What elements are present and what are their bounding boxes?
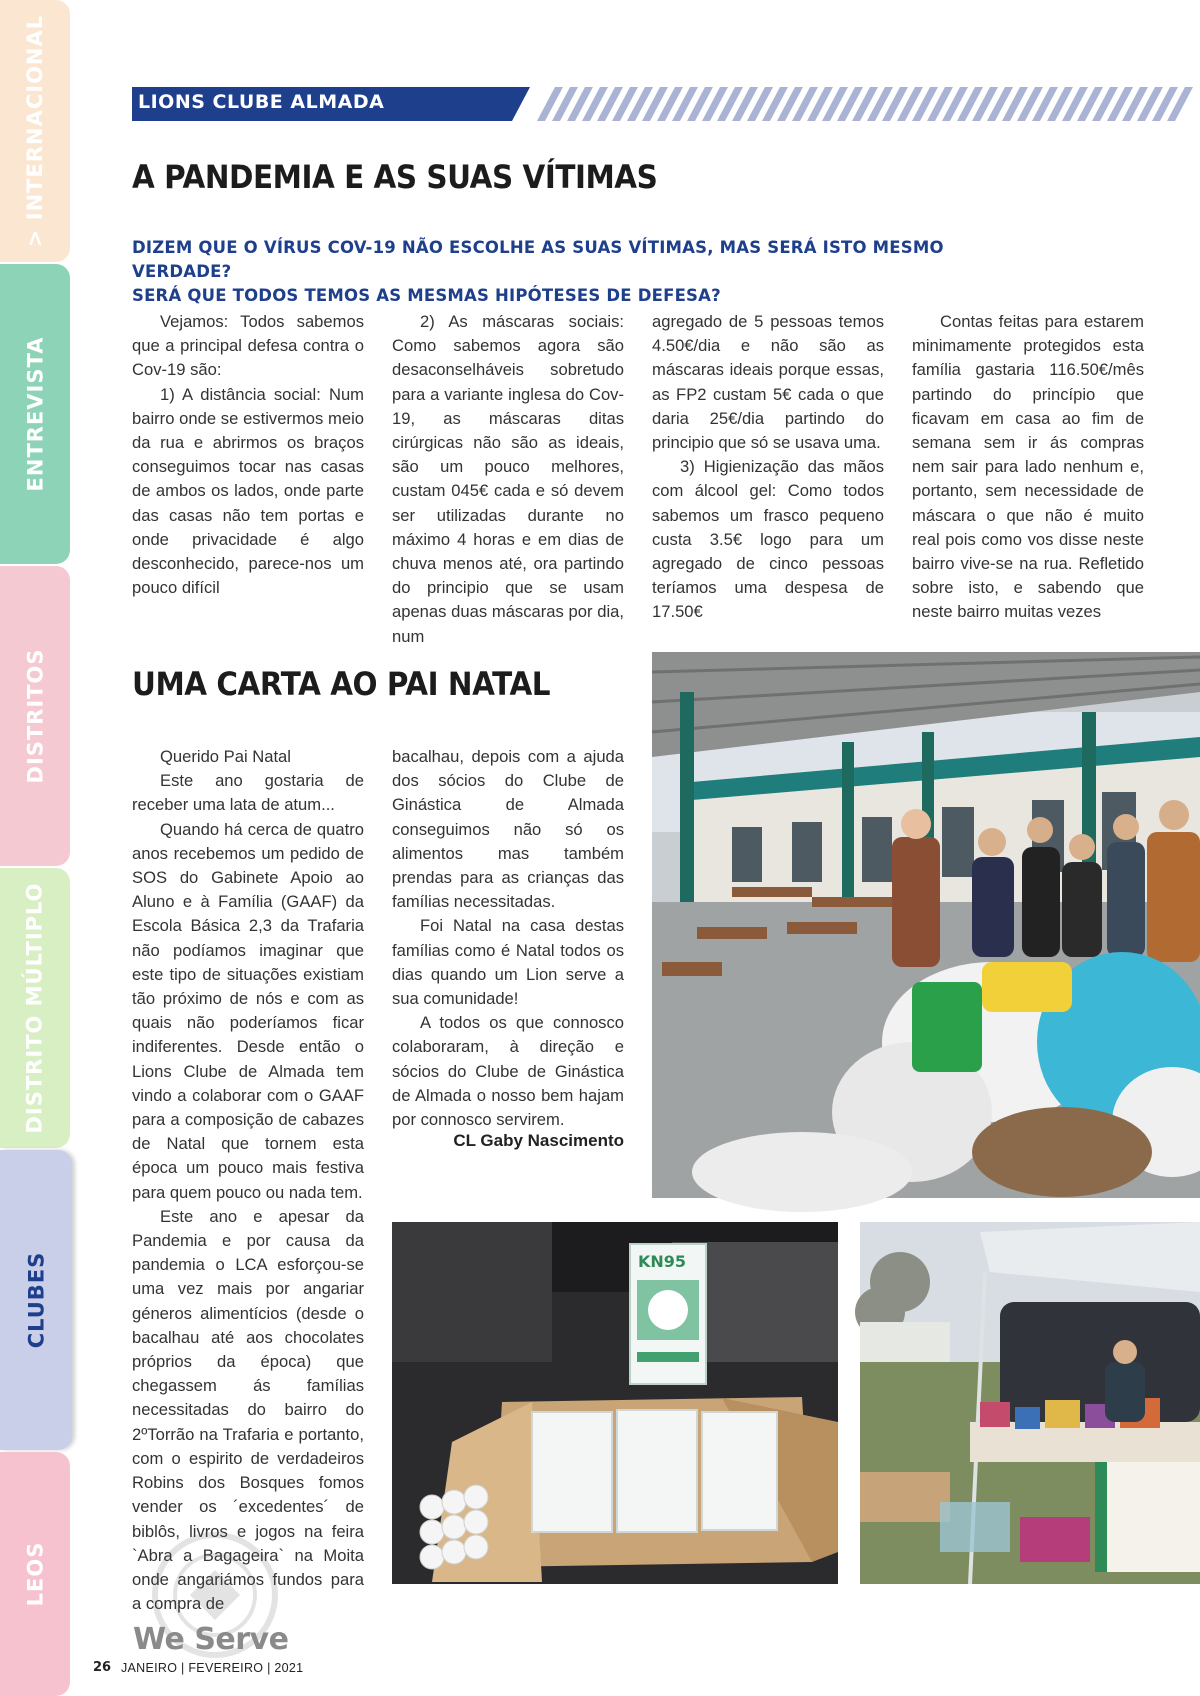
article1-column-4 (912, 310, 1144, 622)
article2-col1-p4: Este ano e apesar da Pandemia e por causa da pandemia o LCA esforçou-se uma vez mais por angariar géneros alimentícios (desde o bacalhau até aos chocolates próprios da época) que chegassem ás famílias necessitadas do bairro do 2ºTorrão na Trafaria e portanto, com o espirito de verdadeiros Robins dos Bosques fomos vender os ´excedentes´ de biblôs, livros e jogos na feira `Abra a Bagageira` na Moita onde angariámos fundos para a compra de (132, 1206, 364, 1614)
article2-signature: CL Gaby Nascimento (453, 1131, 624, 1150)
article1-col4-p1: Contas feitas para estarem minimamente protegidos esta família gastaria 116.50€/mês partindo do princípio que ficavam em casa ao fim de semana sem ir ás compras nem sair para lado nenhum e, portanto, sem necessidade de máscara o que não é muito real pois como vos disse neste bairro vive-se na rua. Refletido sobre isto, e sabendo que neste bairro muitas vezes (912, 312, 1144, 622)
article1-col3-p1: agregado de 5 pessoas temos 4.50€/dia e não são as máscaras ideais porque essas, as FP2 custam 5€ cada o que daria 25€/dia partindo do principio que só se usava uma. (652, 312, 884, 453)
article1-title: A PANDEMIA E AS SUAS VÍTIMAS (132, 158, 658, 196)
tab-internacional[interactable] (0, 0, 70, 262)
tab-clubes[interactable] (0, 1150, 72, 1450)
article1-column-2 (392, 310, 624, 646)
article2-title: UMA CARTA AO PAI NATAL (132, 665, 551, 703)
article1-col1-p1: Vejamos: Todos sabemos que a principal defesa contra o Cov-19 são: (132, 312, 364, 380)
photo-kn95-boxes (392, 1222, 838, 1584)
article2-col2-p3: A todos os que connosco colaboraram, à direção e sócios do Clube de Ginástica de Almada o nosso bem hajam por connosco servirem. (392, 1013, 624, 1130)
tab-distrito-multiplo-label: DISTRITO MÚLTIPLO (23, 882, 48, 1134)
photo-market-stall (860, 1222, 1200, 1584)
article1-lede-line2: SERÁ QUE TODOS TEMOS AS MESMAS HIPÓTESES DE DEFESA? (132, 286, 721, 305)
article1-column-1 (132, 310, 364, 602)
slogan-we-serve: We Serve (133, 1622, 289, 1657)
article2-column-2 (392, 745, 624, 1130)
photo-volunteers-patio (652, 652, 1200, 1198)
tab-internacional-label: > INTERNACIONAL (23, 14, 47, 248)
kn95-box-label: KN95 (638, 1252, 687, 1271)
tab-leos-label: LEOS (22, 1541, 47, 1607)
article2-column-1 (132, 745, 364, 1614)
article1-lede-line1: DIZEM QUE O VÍRUS COV-19 NÃO ESCOLHE AS SUAS VÍTIMAS, MAS SERÁ ISTO MESMO VERDADE? (132, 238, 944, 281)
article2-col2-p2: Foi Natal na casa destas famílias como é Natal todos os dias quando um Lion serve a sua comunidade! (392, 916, 624, 1009)
article2-col1-p2: Este ano gostaria de receber uma lata de atum... (132, 771, 364, 815)
tab-leos[interactable] (0, 1452, 70, 1696)
page-number: 26 (93, 1660, 112, 1675)
tab-distritos-label: DISTRITOS (23, 648, 48, 784)
issue-date: JANEIRO | FEVEREIRO | 2021 (121, 1661, 304, 1675)
tab-entrevista-label: ENTREVISTA (23, 336, 47, 492)
article1-lede (132, 236, 1032, 308)
article1-col1-p2: 1) A distância social: Num bairro onde se estivermos meio da rua e abrirmos os braços conseguimos tocar nas casas de ambos os lados, onde parte das casas não tem portas e onde privacidade é algo desconhecido, parece-nos um pouco difícil (132, 384, 364, 598)
article2-col2-p1: bacalhau, depois com a ajuda dos sócios do Clube de Ginástica de Almada conseguimos não só os alimentos mas também prendas para as crianças das famílias necessitadas. (392, 747, 624, 912)
tab-entrevista[interactable] (0, 264, 70, 564)
article2-col1-p3: Quando há cerca de quatro anos recebemos um pedido de SOS do Gabinete Apoio ao Aluno e à Família (GAAF) da Escola Básica 2,3 da Trafaria não podíamos imaginar que este tipo de situações existiam tão próximo de nós e com as quais não poderíamos ficar indiferentes. Desde então o Lions Clube de Almada tem vindo a colaborar com o GAAF para a composição de cabazes de Natal que tornem esta época um pouco mais festiva para quem pouco ou nada tem. (132, 819, 364, 1202)
article1-column-3 (652, 310, 884, 622)
article1-col2-p1: 2) As máscaras sociais: Como sabemos agora são desaconselháveis sobretudo para a variante inglesa do Cov-19, as máscaras ditas cirúrgicas não são as ideais, são um pouco melhores, custam 045€ cada e só devem ser utilizadas durante no máximo 4 horas e em dias de chuva menos até, ora partindo do principio que se usam apenas duas máscaras por dia, num (392, 312, 624, 646)
club-name: LIONS CLUBE ALMADA (138, 91, 385, 113)
tab-clubes-label: CLUBES (24, 1251, 49, 1349)
tab-distritos[interactable] (0, 566, 70, 866)
article1-col3-p2: 3) Higienização das mãos com álcool gel: Como todos sabemos um frasco pequeno custa 3.5€ logo para um agregado de cinco pessoas teríamos uma despesa de 17.50€ (652, 457, 884, 622)
article2-col1-p1: Querido Pai Natal (160, 747, 291, 766)
tab-distrito-multiplo[interactable] (0, 868, 70, 1148)
